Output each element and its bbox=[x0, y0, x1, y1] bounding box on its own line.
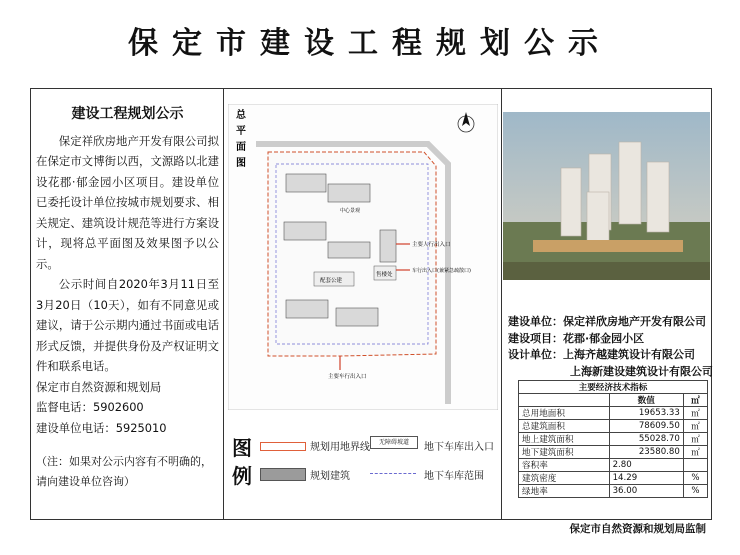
table-cell-unit: % bbox=[683, 485, 707, 498]
legend-title-2: 例 bbox=[232, 464, 252, 488]
table-header-cell bbox=[519, 394, 610, 407]
table-row bbox=[519, 420, 708, 433]
site-plan bbox=[228, 104, 498, 410]
table-row bbox=[519, 459, 708, 472]
building-3 bbox=[284, 222, 326, 240]
legend-item-garage-range: 地下车库范围 bbox=[424, 471, 484, 482]
plan-heading-3: 面 bbox=[236, 142, 246, 153]
table-cell-unit bbox=[683, 459, 707, 472]
table-row bbox=[519, 485, 708, 498]
building-1 bbox=[286, 174, 326, 192]
table-cell-value: 78609.50 bbox=[609, 420, 683, 433]
page-title: 保定市建设工程规划公示 bbox=[128, 26, 612, 61]
table-cell-unit: % bbox=[683, 472, 707, 485]
legend-item-boundary: 规划用地界线 bbox=[310, 442, 370, 453]
table-cell-value: 19653.33 bbox=[609, 407, 683, 420]
table-cell-label: 总用地面积 bbox=[519, 407, 610, 420]
notice-column bbox=[30, 88, 224, 520]
building-5 bbox=[286, 300, 328, 318]
boundary-legend-swatch bbox=[260, 442, 306, 451]
table-cell-value: 23580.80 bbox=[609, 446, 683, 459]
legend-title-1: 图 bbox=[232, 436, 252, 460]
table-cell-label: 总建筑面积 bbox=[519, 420, 610, 433]
sales-label: 售楼处 bbox=[376, 272, 393, 278]
table-cell-value: 2.80 bbox=[609, 459, 683, 472]
notice-body-1: 保定祥欣房地产开发有限公司拟在保定市文博街以西，文源路以北建设花郡·郁金园小区项目。建设单位已委托设计单位按城市规划要求、相关规定、建筑设计规范等进行方案设计，现将总平面图及效果图予以公示。 bbox=[36, 133, 219, 271]
table-cell-label: 容积率 bbox=[519, 459, 610, 472]
rendering-image bbox=[503, 112, 710, 280]
building-6 bbox=[336, 308, 378, 326]
builder-phone: 建设单位电话：5925010 bbox=[36, 420, 167, 435]
table-cell-value: 36.00 bbox=[609, 485, 683, 498]
table-cell-label: 地下建筑面积 bbox=[519, 446, 610, 459]
building-2 bbox=[328, 184, 370, 202]
table-row bbox=[519, 446, 708, 459]
info-project: 建设项目：花郡·郁金园小区 bbox=[508, 331, 645, 345]
info-designer-2: 上海新建设建筑设计有限公司 bbox=[570, 364, 713, 378]
plan-heading-4: 图 bbox=[236, 158, 246, 169]
table-cell-label: 绿地率 bbox=[519, 485, 610, 498]
table-row bbox=[519, 407, 708, 420]
table-row bbox=[519, 433, 708, 446]
tech-indicators-table bbox=[518, 380, 708, 498]
legend-item-building: 规划建筑 bbox=[310, 471, 350, 482]
notice-heading: 建设工程规划公示 bbox=[71, 106, 184, 122]
legend-item-garage-entrance: 地下车库出入口 bbox=[424, 442, 494, 453]
table-cell-value: 14.29 bbox=[609, 472, 683, 485]
main-entrance-label: 主要人行出入口 bbox=[412, 242, 451, 248]
table-cell-unit: ㎡ bbox=[683, 407, 707, 420]
center-label: 中心景观 bbox=[340, 208, 361, 214]
authority-name: 保定市自然资源和规划局 bbox=[36, 379, 162, 394]
footer-credit: 保定市自然资源和规划局监制 bbox=[569, 523, 706, 535]
table-cell-unit: ㎡ bbox=[683, 420, 707, 433]
plan-heading-1: 总 bbox=[236, 110, 246, 121]
table-header-cell: 数值 bbox=[609, 394, 683, 407]
footer bbox=[30, 520, 712, 534]
table-row bbox=[519, 472, 708, 485]
legend bbox=[224, 418, 502, 520]
project-info bbox=[508, 314, 713, 380]
community-label: 配套公建 bbox=[320, 278, 343, 284]
table-cell-value: 55028.70 bbox=[609, 433, 683, 446]
vehicle-entrance-label: 车行出入口(兼紧急疏散口) bbox=[412, 268, 471, 274]
main-exit-label: 主要车行出入口 bbox=[328, 374, 367, 380]
notice-body-2: 公示时间自2020年3月11日至3月20日（10天），如有不同意见或建议，请于公示期内通过书面或电话形式反馈，并提供身份及产权证明文件和联系电话。 bbox=[36, 277, 219, 373]
building-7 bbox=[380, 230, 396, 262]
supervise-phone: 监督电话：5902600 bbox=[36, 400, 144, 414]
notice-note: （注：如果对公示内容有不明确的，请向建设单位咨询） bbox=[36, 455, 212, 488]
building-legend-swatch bbox=[260, 468, 306, 481]
table-header-cell: ㎡ bbox=[683, 394, 707, 407]
info-designer-1: 设计单位：上海齐越建筑设计有限公司 bbox=[508, 348, 695, 361]
info-builder: 建设单位：保定祥欣房地产开发有限公司 bbox=[508, 315, 706, 328]
table-caption: 主要经济技术指标 bbox=[519, 381, 708, 394]
building-4 bbox=[328, 242, 370, 258]
table-cell-label: 地上建筑面积 bbox=[519, 433, 610, 446]
table-cell-unit: ㎡ bbox=[683, 433, 707, 446]
table-cell-unit: ㎡ bbox=[683, 446, 707, 459]
garage-range-swatch bbox=[370, 473, 416, 474]
ramp-legend-box: 无障碍坡道 bbox=[370, 436, 418, 449]
plan-heading-2: 平 bbox=[236, 126, 246, 137]
table-cell-label: 建筑密度 bbox=[519, 472, 610, 485]
